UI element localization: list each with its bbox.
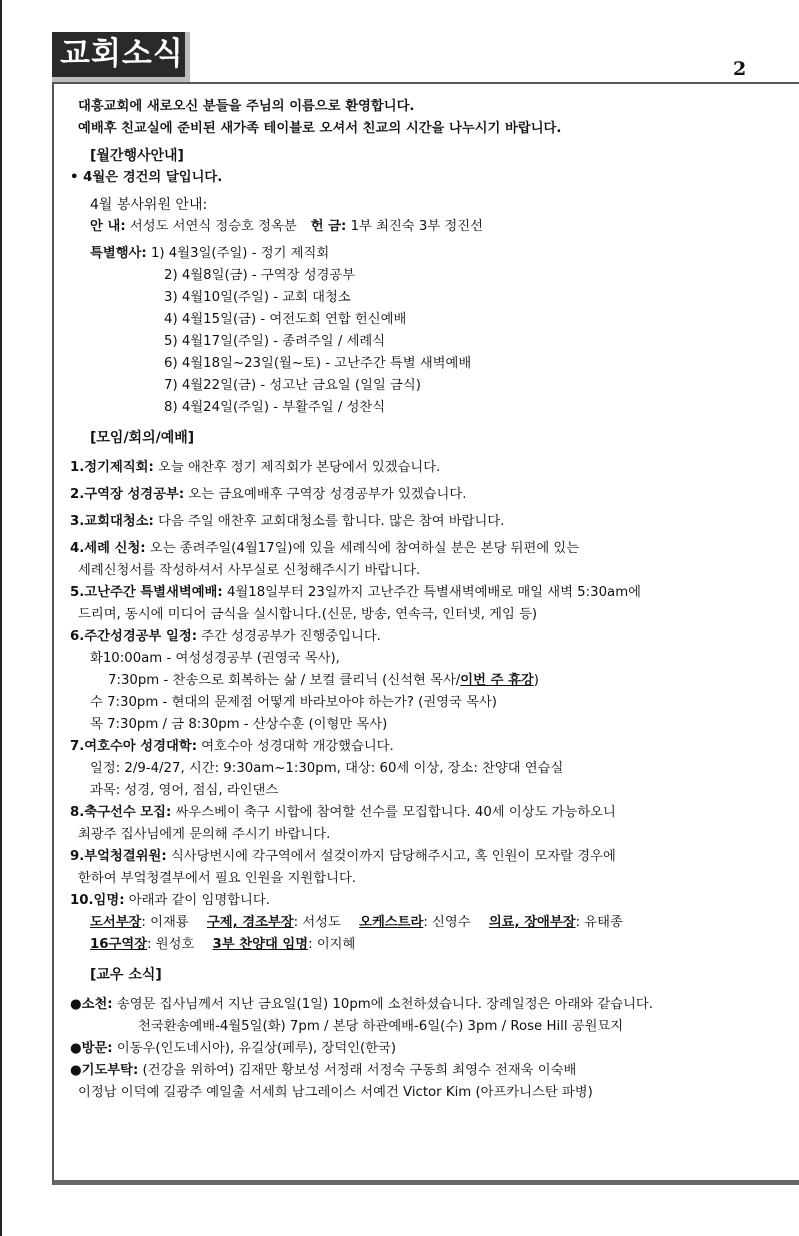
notice-5 bbox=[70, 582, 795, 604]
study-tue-evening-end: ) bbox=[533, 673, 539, 688]
volunteers-line bbox=[70, 216, 795, 238]
bullet-icon: • bbox=[70, 170, 84, 185]
monthly-theme bbox=[70, 167, 795, 189]
notice-label: 7.여호수아 성경대학: bbox=[70, 739, 198, 754]
notice-4 bbox=[70, 538, 795, 560]
notice-4-cont: 세례신청서를 작성하셔서 사무실로 신청해주시기 바랍니다. bbox=[78, 563, 421, 578]
member-news-text: 송영문 집사님께서 지난 금요일(1일) 10pm에 소천하셨습니다. 장례일정은 아래와 같습니다. bbox=[116, 997, 653, 1012]
notice-text: 싸우스베이 축구 시합에 참여할 선수를 모집합니다. 40세 이상도 가능하오니 bbox=[175, 805, 616, 820]
appointment-title: 구제, 경조부장 bbox=[206, 915, 294, 930]
meetings-heading: [모임/회의/예배] bbox=[90, 430, 195, 446]
study-tue-evening-text: 7:30pm - 찬송으로 회복하는 삶 / 보컬 클리닉 (신석현 목사/ bbox=[108, 673, 461, 688]
members-heading: [교우 소식] bbox=[90, 967, 162, 983]
notice-label: 8.축구선수 모집: bbox=[70, 805, 172, 820]
event-item: 2) 4월8일(금) - 구역장 성경공부 bbox=[164, 268, 356, 283]
event-item: 8) 4월24일(주일) - 부활주일 / 성찬식 bbox=[164, 400, 386, 415]
appointment-title: 도서부장 bbox=[90, 915, 142, 930]
member-prayer bbox=[70, 1060, 795, 1082]
special-events-line-1 bbox=[70, 243, 795, 265]
bible-college-subjects: 과목: 성경, 영어, 점심, 라인댄스 bbox=[90, 783, 279, 798]
event-item: 7) 4월22일(금) - 성고난 금요일 (일일 금식) bbox=[164, 378, 421, 393]
appointment-name: : 이지혜 bbox=[308, 937, 356, 952]
notice-5-cont: 드리며, 동시에 미디어 금식을 실시합니다.(신문, 방송, 연속극, 인터넷, 게임 등) bbox=[78, 607, 538, 622]
appointment-name: : 원성호 bbox=[147, 937, 195, 952]
notice-label: 2.구역장 성경공부: bbox=[70, 487, 185, 502]
page-left-rule bbox=[0, 0, 2, 1236]
appointment-name: : 신영수 bbox=[423, 915, 471, 930]
appointment-title: 오케스트라 bbox=[359, 915, 424, 930]
member-prayer-cont: 이정남 이덕예 길광주 예일출 서세희 남그레이스 서예건 Victor Kim (아프카니스탄 파병) bbox=[78, 1085, 593, 1100]
study-thu-fri: 목 7:30pm / 금 8:30pm - 산상수훈 (이형만 목사) bbox=[90, 717, 388, 732]
event-item: 6) 4월18일~23일(월~토) - 고난주간 특별 새벽예배 bbox=[164, 356, 472, 371]
member-news-label: ●기도부탁: bbox=[70, 1063, 139, 1078]
notice-text: 주간 성경공부가 진행중입니다. bbox=[201, 629, 381, 644]
offering-label: 헌 금: bbox=[310, 219, 347, 234]
notice-7 bbox=[70, 736, 795, 758]
notice-10 bbox=[70, 890, 795, 912]
notice-label: 10.임명: bbox=[70, 893, 125, 908]
member-news-text: (건강을 위하여) 김재만 황보성 서정래 서정숙 구동희 최영수 전재욱 이숙배 bbox=[142, 1063, 577, 1078]
event-item: 1) 4월3일(주일) - 정기 제직회 bbox=[150, 246, 330, 261]
member-news-label: ●소천: bbox=[70, 997, 113, 1012]
notice-text: 여호수아 성경대학 개강했습니다. bbox=[201, 739, 394, 754]
member-visit bbox=[70, 1038, 795, 1060]
appointment-name: : 유태종 bbox=[575, 915, 623, 930]
monthly-theme-text: 4월은 경건의 달입니다. bbox=[83, 170, 223, 185]
notice-text: 다음 주일 애찬후 교회대청소를 합니다. 많은 참여 바랍니다. bbox=[158, 514, 505, 529]
page-title: 교회소식 bbox=[52, 32, 190, 82]
usher-names: 서성도 서연식 정승호 정옥분 bbox=[129, 219, 297, 234]
appointments-line-1 bbox=[70, 912, 795, 934]
appointment-name: : 서성도 bbox=[293, 915, 341, 930]
welcome-line-1: 대흥교회에 새로오신 분들을 주님의 이름으로 환영합니다. bbox=[78, 99, 415, 114]
monthly-heading: [월간행사안내] bbox=[90, 148, 184, 164]
notice-label: 5.고난주간 특별새벽예배: bbox=[70, 585, 223, 600]
notice-label: 3.교회대청소: bbox=[70, 514, 154, 529]
appointment-title: 16구역장 bbox=[90, 937, 148, 952]
member-news-text: 이동우(인도네시아), 유길상(페루), 장덕인(한국) bbox=[116, 1041, 397, 1056]
study-tue-morning: 화10:00am - 여성성경공부 (권영국 목사), bbox=[90, 651, 340, 666]
event-item: 3) 4월10일(주일) - 교회 대청소 bbox=[164, 290, 351, 305]
notice-3 bbox=[70, 511, 795, 533]
volunteers-title: 4월 봉사위원 안내: bbox=[90, 197, 208, 213]
welcome-line-2: 예배후 친교실에 준비된 새가족 테이블로 오셔서 친교의 시간을 나누시기 바랍니다. bbox=[78, 121, 562, 136]
appointment-title: 의료, 장애부장 bbox=[488, 915, 576, 930]
notice-text: 오는 금요예배후 구역장 성경공부가 있겠습니다. bbox=[188, 487, 467, 502]
notice-9 bbox=[70, 846, 795, 868]
special-label: 특별행사: bbox=[90, 246, 147, 261]
notice-label: 1.정기제직회: bbox=[70, 460, 154, 475]
notice-text: 오는 종려주일(4월17일)에 있을 세례식에 참여하실 분은 본당 뒤편에 있는 bbox=[149, 541, 580, 556]
member-news-label: ●방문: bbox=[70, 1041, 113, 1056]
notice-text: 오늘 애찬후 정기 제직회가 본당에서 있겠습니다. bbox=[158, 460, 441, 475]
appointment-name: : 이재룡 bbox=[141, 915, 189, 930]
page-number: 2 bbox=[733, 58, 747, 80]
event-item: 4) 4월15일(금) - 여전도회 연합 헌신예배 bbox=[164, 312, 407, 327]
usher-label: 안 내: bbox=[90, 219, 126, 234]
notice-label: 4.세례 신청: bbox=[70, 541, 146, 556]
notice-8 bbox=[70, 802, 795, 824]
notice-8-cont: 최광주 집사님에게 문의해 주시기 바랍니다. bbox=[78, 827, 331, 842]
funeral-schedule: 천국환송예배-4월5일(화) 7pm / 본당 하관예배-6일(수) 3pm / Rose Hill 공원묘지 bbox=[138, 1019, 624, 1034]
notice-label: 6.주간성경공부 일정: bbox=[70, 629, 198, 644]
event-item: 5) 4월17일(주일) - 종려주일 / 세례식 bbox=[164, 334, 386, 349]
study-tue-evening bbox=[70, 670, 795, 692]
notice-1 bbox=[70, 457, 795, 479]
notice-text: 식사당번시에 각구역에서 설겆이까지 담당해주시고, 혹 인원이 모자랄 경우에 bbox=[170, 849, 616, 864]
appointment-title: 3부 찬양대 임명 bbox=[212, 937, 309, 952]
notice-2 bbox=[70, 484, 795, 506]
member-death bbox=[70, 994, 795, 1016]
bible-college-schedule: 일정: 2/9-4/27, 시간: 9:30am~1:30pm, 대상: 60세 이상, 장소: 찬양대 연습실 bbox=[90, 761, 564, 776]
notice-text: 아래과 같이 임명합니다. bbox=[128, 893, 270, 908]
notice-6 bbox=[70, 626, 795, 648]
appointments-line-2 bbox=[70, 934, 795, 956]
notice-text: 4월18일부터 23일까지 고난주간 특별새벽예배로 매일 새벽 5:30am에 bbox=[226, 585, 641, 600]
notice-label: 9.부엌청결위원: bbox=[70, 849, 167, 864]
offering-names: 1부 최진숙 3부 정진선 bbox=[350, 219, 483, 234]
notice-9-cont: 한하여 부엌청결부에서 필요 인원을 지원합니다. bbox=[78, 871, 357, 886]
bulletin-content bbox=[70, 96, 795, 1104]
cancel-notice: 이번 주 휴강 bbox=[460, 673, 534, 688]
study-wed: 수 7:30pm - 현대의 문제점 어떻게 바라보아야 하는가? (권영국 목사) bbox=[90, 695, 497, 710]
